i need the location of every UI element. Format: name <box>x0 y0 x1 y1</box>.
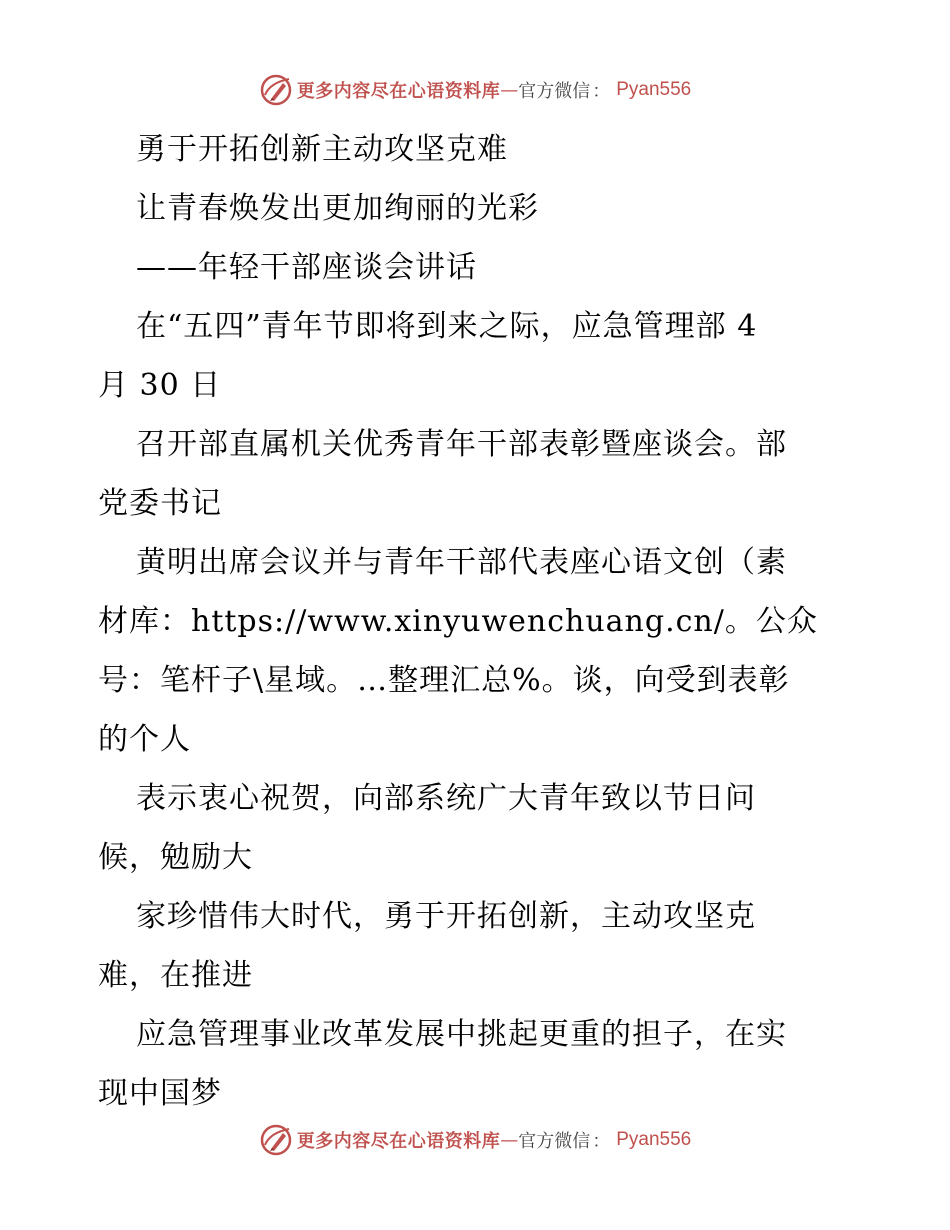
paragraph-line: 在“五四”青年节即将到来之际，应急管理部 4 <box>136 309 758 344</box>
header-banner <box>0 70 950 110</box>
banner-wechat-id: Pyan556 <box>616 1129 692 1150</box>
banner-dash: — <box>500 79 519 101</box>
paragraph-line: 号：笔杆子\星域。…整理汇总%。谈，向受到表彰 <box>98 663 790 698</box>
doc-title: 勇于开拓创新主动攻坚克难 <box>136 132 508 167</box>
doc-subtitle-speech: ——年轻干部座谈会讲话 <box>136 250 477 285</box>
pen-circle-logo-icon <box>259 1123 293 1157</box>
paragraph-line: 月 30 日 <box>98 368 222 403</box>
banner-dash: — <box>500 1129 519 1151</box>
footer-banner <box>0 1120 950 1160</box>
doc-subtitle: 让青春焕发出更加绚丽的光彩 <box>136 191 539 226</box>
banner-main-text: 更多内容尽在心语资料库 <box>296 81 501 102</box>
paragraph-line: 难，在推进 <box>98 958 253 993</box>
paragraph-line: 应急管理事业改革发展中挑起更重的担子，在实 <box>136 1017 787 1052</box>
paragraph-line: 现中国梦 <box>98 1076 222 1111</box>
paragraph-line: 候，勉励大 <box>98 840 253 875</box>
paragraph-line: 召开部直属机关优秀青年干部表彰暨座谈会。部 <box>136 427 787 462</box>
banner-official-label: 官方微信 <box>518 1131 591 1152</box>
paragraph-line: 黄明出席会议并与青年干部代表座心语文创（素 <box>136 545 787 580</box>
banner-colon: ： <box>592 81 611 102</box>
banner-colon: ： <box>592 1131 611 1152</box>
paragraph-line: 的个人 <box>98 722 191 757</box>
paragraph-line: 表示衷心祝贺，向部系统广大青年致以节日问 <box>136 781 756 816</box>
paragraph-line: 党委书记 <box>98 486 222 521</box>
banner-official-label: 官方微信 <box>518 81 591 102</box>
paragraph-line: 材库：https://www.xinyuwenchuang.cn/。公众 <box>98 604 818 639</box>
document-body <box>98 120 854 1123</box>
paragraph-line: 家珍惜伟大时代，勇于开拓创新，主动攻坚克 <box>136 899 756 934</box>
banner-wechat-id: Pyan556 <box>616 79 692 100</box>
banner-main-text: 更多内容尽在心语资料库 <box>296 1131 501 1152</box>
pen-circle-logo-icon <box>259 73 293 107</box>
